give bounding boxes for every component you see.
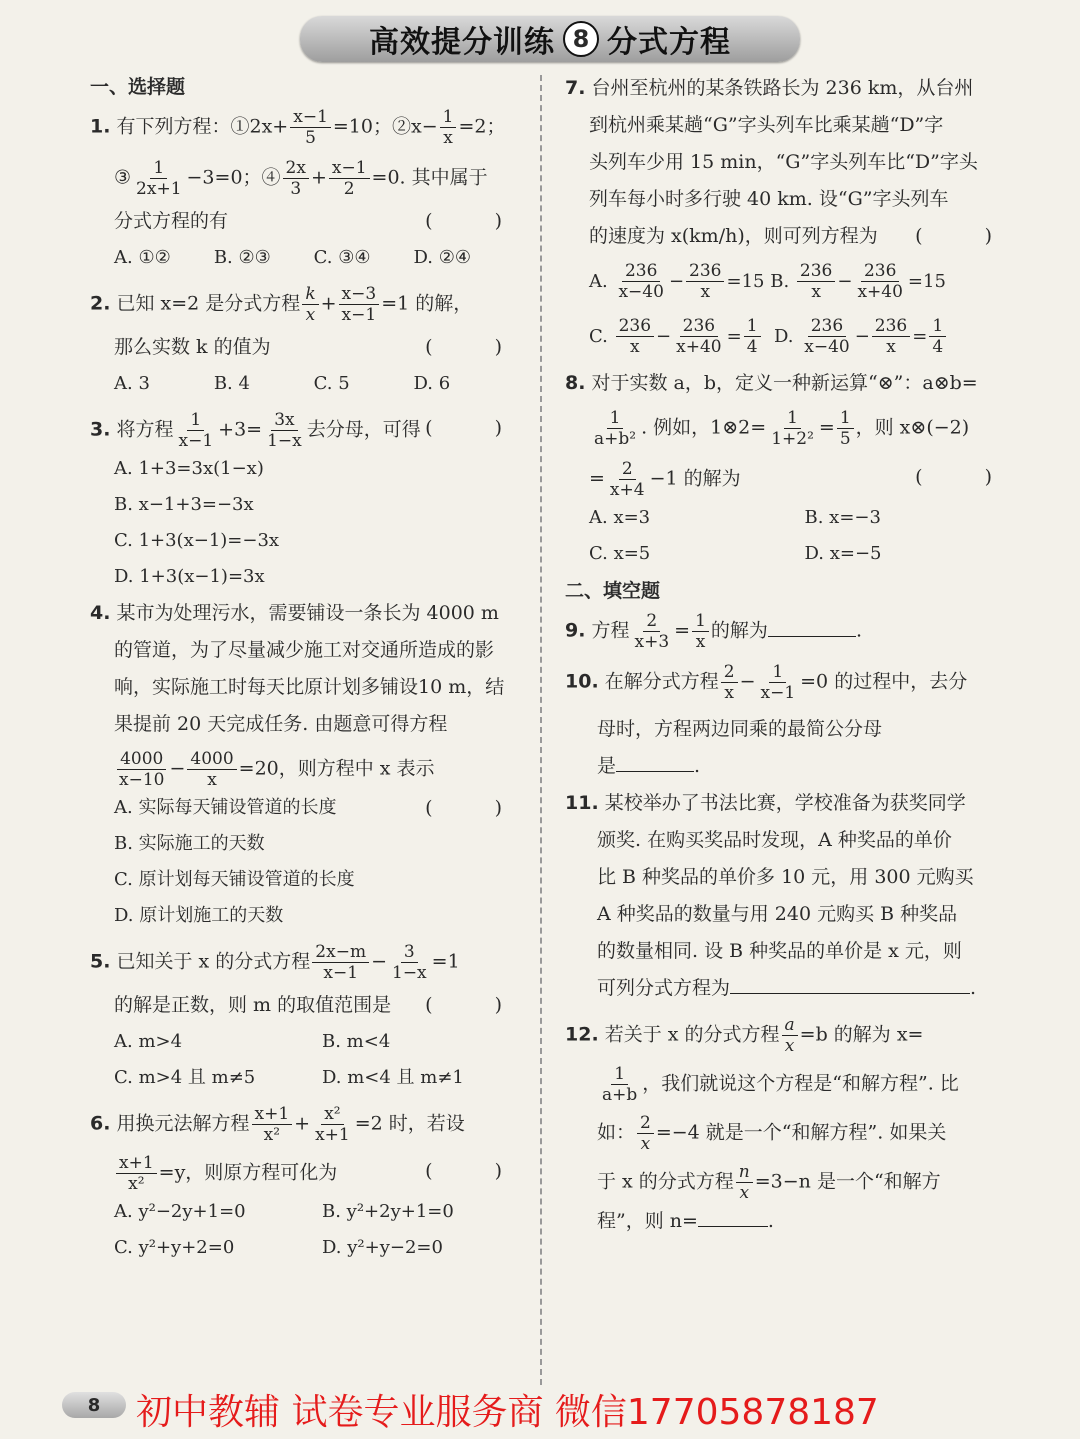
option-c: C. $\frac{236}{x}$ − $\frac{236}{x+40}$ = $\frac{1}{4}$ (589, 326, 763, 347)
option-b: B. $\frac{236}{x}$ − $\frac{236}{x+40}$ =15 (770, 261, 946, 302)
answer-blank[interactable] (698, 1225, 768, 1227)
option-b: B. y²+2y+1=0 (322, 1201, 454, 1222)
fraction: $\frac{1}{x}$ (440, 107, 457, 148)
answer-paren: ( ) (425, 1160, 530, 1182)
option-c: C. y²+y+2=0 (114, 1237, 235, 1258)
q7-line4: 列车每小时多行驶 40 km. 设“G”字头列车 (589, 188, 949, 210)
option-c: C. 5 (313, 373, 350, 394)
q11-line1: 11. 某校举办了书法比赛，学校准备为获奖同学 (565, 792, 966, 814)
q5-line1: 5. 已知关于 x 的分式方程 $\frac{2x-m}{x-1}$ − $\frac{3}{1-x}$ =1 (90, 942, 460, 983)
fraction: $\frac{1}{2x+1}$ (136, 158, 182, 199)
q1-options (90, 240, 530, 276)
q9-line1: 9. 方程 $\frac{2}{x+3}$ = $\frac{1}{x}$ 的解为 . (565, 611, 862, 652)
question-11 (565, 785, 1020, 1007)
q7-line3: 头列车少用 15 min，“G”字头列车比“D”字头 (589, 151, 978, 173)
fraction: $\frac{\text{x²}}{x+1}$ (315, 1104, 350, 1145)
fraction: $\frac{x+1}{\text{x²}}$ (116, 1153, 157, 1194)
option-d: D. x=−5 (804, 543, 882, 564)
q10-line1: 10. 在解分式方程 $\frac{2}{x}$ − $\frac{1}{x-1}$ =0 的过程中，去分 (565, 662, 968, 703)
option-d: D. m<4 且 m≠1 (322, 1067, 464, 1088)
watermark-text: 初中教辅 试卷专业服务商 微信17705878187 (136, 1392, 879, 1433)
answer-paren: ( ) (915, 225, 1020, 247)
question-6 (90, 1104, 530, 1266)
q5-options-row2 (90, 1060, 530, 1096)
fraction: $\frac{x-3}{x-1}$ (339, 284, 380, 325)
answer-paren: ( ) (425, 336, 530, 358)
question-7 (565, 70, 1020, 357)
question-10 (565, 662, 1020, 785)
fraction: $\frac{x-1}{5}$ (290, 107, 331, 148)
fraction: $\frac{x+1}{\text{x²}}$ (252, 1104, 293, 1145)
q3-line1: 3. 将方程 $\frac{1}{x-1}$ +3= $\frac{3x}{1-x}$ 去分母，可得 ( ) (90, 410, 530, 451)
q7-line1: 7. 台州至杭州的某条铁路长为 236 km，从台州 (565, 77, 974, 99)
q12-line3: 如： $\frac{2}{x}$ =−4 就是一个“和解方程”. 如果关 (597, 1113, 947, 1154)
answer-blank[interactable] (768, 635, 856, 637)
q8-line1: 8. 对于实数 a，b，定义一种新运算“⊗”：a⊗b= (565, 372, 978, 394)
q4-line2: 的管道，为了尽量减少施工对交通所造成的影 (114, 639, 495, 661)
q12-line5: 程”，则 n= . (597, 1210, 774, 1232)
option-b: B. x=−3 (804, 507, 881, 528)
answer-blank[interactable] (616, 770, 694, 772)
option-d: D. 原计划施工的天数 (114, 905, 284, 926)
q4-line5: $\frac{4000}{x-10}$ − $\frac{4000}{x}$ =20，则方程中 x 表示 ( ) (90, 749, 530, 790)
option-a: A. 实际每天铺设管道的长度 (114, 797, 337, 818)
q2-line2: 那么实数 k 的值为 ( ) (90, 329, 530, 366)
option-a: A. m>4 (114, 1031, 183, 1052)
option-c: C. m>4 且 m≠5 (114, 1067, 256, 1088)
q2-options (90, 366, 530, 402)
option-a: A. y²−2y+1=0 (114, 1201, 246, 1222)
page-number-badge: 8 (62, 1392, 126, 1418)
q1-text: 有下列方程：①2x+ (116, 115, 289, 138)
option-a: A. x=3 (589, 507, 651, 528)
question-5 (90, 942, 530, 1096)
title-number-badge: 8 (563, 21, 599, 57)
fraction: $\frac{2x-m}{x-1}$ (312, 942, 369, 983)
answer-paren: ( ) (425, 417, 530, 439)
option-a: A. 3 (114, 373, 150, 394)
answer-paren: ( ) (425, 797, 530, 819)
q11-line2: 颁奖. 在购买奖品时发现，A 种奖品的单价 (597, 829, 952, 851)
option-a: A. $\frac{236}{x-40}$ − $\frac{236}{x}$ =15 (589, 261, 765, 302)
option-d: D. ②④ (413, 247, 471, 268)
option-b: B. x−1+3=−3x (114, 494, 254, 515)
q5-options-row1 (90, 1024, 530, 1060)
fraction: $\frac{3x}{1-x}$ (267, 410, 302, 451)
section-heading-fill: 二、填空题 (565, 580, 661, 602)
q11-line5: 的数量相同. 设 B 种奖品的单价是 x 元，则 (597, 940, 962, 962)
question-3 (90, 410, 530, 595)
option-b: B. m<4 (322, 1031, 391, 1052)
fraction: $\frac{2x}{3}$ (283, 158, 309, 199)
option-c: C. 原计划每天铺设管道的长度 (114, 869, 355, 890)
q6-line1: 6. 用换元法解方程 $\frac{x+1}{\text{x²}}$ + $\frac{\text{x²}}{x+1}$ =2 时，若设 (90, 1104, 465, 1145)
q7-options-row2 (565, 316, 1020, 357)
fraction: $\frac{3}{1-x}$ (392, 942, 427, 983)
q11-line4: A 种奖品的数量与用 240 元购买 B 种奖品 (597, 903, 958, 925)
q12-line2: $\frac{1}{a+b}$ ，我们就说这个方程是“和解方程”. 比 (602, 1064, 959, 1105)
q4-line3: 响，实际施工时每天比原计划多铺设10 m，结 (114, 676, 505, 698)
q7-options-row1 (565, 261, 1020, 302)
q11-line6: 可列分式方程为 . (597, 977, 977, 999)
fraction: $\frac{4000}{x-10}$ (119, 749, 165, 790)
right-column (565, 70, 1020, 1240)
q8-options-row2 (565, 536, 1020, 572)
answer-blank[interactable] (730, 992, 970, 994)
option-a: A. ①② (114, 247, 171, 268)
q8-line3: = $\frac{2}{x+4}$ −1 的解为 ( ) (589, 459, 1020, 500)
left-column (90, 70, 530, 1266)
option-c: C. x=5 (589, 543, 651, 564)
question-1 (90, 107, 530, 276)
q7-line5: 的速度为 x(km/h)，则可列方程为 ( ) (565, 218, 1020, 255)
option-d: D. 6 (413, 373, 451, 394)
q8-options-row1 (565, 500, 1020, 536)
q7-line2: 到杭州乘某趟“G”字头列车比乘某趟“D”字 (589, 114, 944, 136)
title-banner (300, 16, 800, 62)
question-8 (565, 365, 1020, 572)
fraction: $\frac{x-1}{2}$ (329, 158, 370, 199)
answer-paren: ( ) (425, 994, 530, 1016)
q1-number: 1. (90, 115, 111, 138)
title-right: 分式方程 (607, 25, 731, 60)
q10-line2: 母时，方程两边同乘的最简公分母 (597, 718, 883, 740)
option-a: A. 1+3=3x(1−x) (114, 458, 264, 479)
section-heading-choice: 一、选择题 (90, 76, 186, 98)
option-c: C. ③④ (313, 247, 371, 268)
q12-line4: 于 x 的分式方程 $\frac{n}{x}$ =3−n 是一个“和解方 (597, 1162, 941, 1203)
q1-line2: ③ $\frac{1}{2x+1}$ −3=0；④ $\frac{2x}{3}$ + $\frac{x-1}{2}$ =0. 其中属于 (114, 158, 488, 199)
option-d: D. $\frac{236}{x-40}$ − $\frac{236}{x}$ = $\frac{1}{4}$ (774, 326, 948, 347)
q4-line1: 4. 某市为处理污水，需要铺设一条长为 4000 m (90, 602, 499, 624)
question-9 (565, 611, 1020, 652)
question-4 (90, 595, 530, 934)
q12-line1: 12. 若关于 x 的分式方程 $\frac{a}{x}$ =b 的解为 x= (565, 1015, 924, 1056)
question-2 (90, 284, 530, 402)
answer-paren: ( ) (915, 466, 1020, 488)
q6-options-row2 (90, 1230, 530, 1266)
fraction: $\frac{4000}{x}$ (187, 749, 236, 790)
q6-options-row1 (90, 1194, 530, 1230)
q6-line2: $\frac{x+1}{\text{x²}}$ =y，则原方程可化为 ( ) (90, 1153, 530, 1194)
fraction: $\frac{1}{x-1}$ (178, 410, 214, 451)
q5-line2: 的解是正数，则 m 的取值范围是 ( ) (90, 987, 530, 1024)
q4-line4: 果提前 20 天完成任务. 由题意可得方程 (114, 713, 448, 735)
column-divider (540, 75, 542, 1385)
q1-line1 (90, 107, 530, 148)
q1-text: =10；②x− (332, 115, 438, 138)
answer-paren: ( ) (425, 210, 530, 232)
option-d: D. 1+3(x−1)=3x (114, 566, 265, 587)
q11-line3: 比 B 种奖品的单价多 10 元，用 300 元购买 (597, 866, 974, 888)
q8-line2: $\frac{1}{\text{a+b²}}$ . 例如，1⊗2= $\frac{1}{\text{1+2²}}$ = $\frac{1}{5}$ ，则 x⊗(−2) (594, 408, 970, 449)
q1-line3: 分式方程的有 ( ) (90, 203, 530, 240)
question-12 (565, 1015, 1020, 1240)
q10-line3: 是 . (597, 755, 701, 777)
fraction: $\frac{k}{x}$ (302, 284, 318, 325)
option-b: B. 实际施工的天数 (114, 833, 265, 854)
q1-text: =2； (458, 115, 506, 138)
option-b: B. 4 (213, 373, 250, 394)
title-left: 高效提分训练 (369, 25, 555, 60)
option-c: C. 1+3(x−1)=−3x (114, 530, 280, 551)
q2-line1: 2. 已知 x=2 是分式方程 $\frac{k}{x}$ + $\frac{x-3}{x-1}$ =1 的解， (90, 284, 473, 325)
option-b: B. ②③ (213, 247, 271, 268)
option-d: D. y²+y−2=0 (322, 1237, 443, 1258)
